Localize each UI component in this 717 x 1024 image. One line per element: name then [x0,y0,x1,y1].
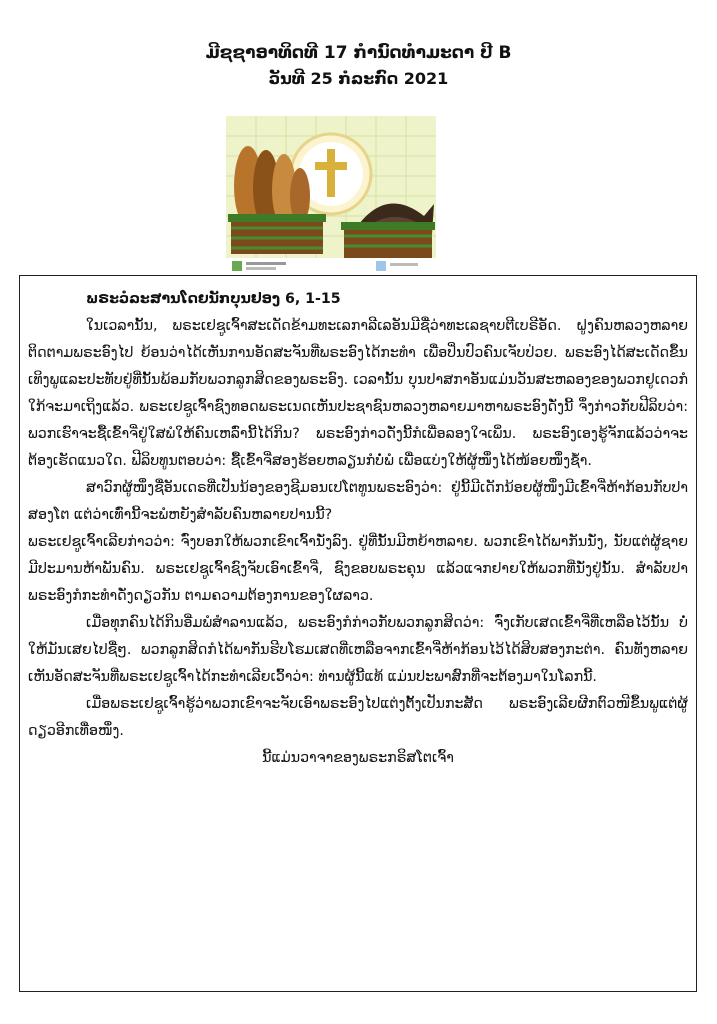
reading-box [19,275,697,992]
reading-paragraph-5: ເມື່ອພຣະເຢຊູເຈົ້າຮູ້ວ່າພວກເຂົາຈະຈັບເອົາພຣະອົງໄປແຕ່ງຕັ້ງເປັນກະສັດ ພຣະອົງເລີຍຜີກຕົວໜີຂຶ້ນພູແຕ່ຜູ້ດຽວອີກເທື່ອໜຶ່ງ. [28,696,688,739]
reading-heading: ພຣະວໍລະສານໂດຍນັກບຸນຢອງ 6, 1-15 [86,291,341,307]
reading-paragraph-3: ພຣະເຢຊູເຈົ້າເລີຍກ່າວວ່າ: ຈົ່ງບອກໃຫ້ພວກເຂົາເຈົ້ານັ່ງລົງ. ຢູ່ທີ່ນັ້ນມີຫຍ້າຫລາຍ. ພວກເຂົາໄດ້ພາກັນນັ່ງ, ນັບແຕ່ຜູ້ຊາຍມີປະມານຫ້າພັນຄົນ. ພຣະເຢຊູເຈົ້າຊົງຈັບເອົາເຂົ້າຈີ່, ຊົງຂອບພຣະຄຸນ ແລ້ວແຈກຢາຍໃຫ້ພວກທີ່ນັ່ງຢູ່ນັ້ນ. ສໍາລັບປາພຣະອົງກໍກະທໍາດັ່ງດຽວກັນ ຕາມຄວາມຕ້ອງການຂອງໃຜລາວ. [28,534,688,604]
reading-paragraph-4: ເມື່ອທຸກຄົນໄດ້ກິນອີ່ມພໍສໍາລານແລ້ວ, ພຣະອົງກໍກ່າວກັບພວກລູກສິດວ່າ: ຈົ່ງເກັບເສດເຂົ້າຈີ່ທີ່ເຫລືອໄວ້ນັ້ນ ບໍ່ໃຫ້ມັນເສຍໄປຊື່ໆ. ພວກລູກສິດກໍໄດ້ພາກັນຮີບໂຮມເສດທີ່ເຫລືອຈາກເຂົ້າຈີ່ຫ້າກ້ອນໄວ້ໄດ້ສິບສອງກະຕ່າ. ຄົນທັງຫລາຍເຫັນອັດສະຈັນທີ່ພຣະເຢຊູເຈົ້າໄດ້ກະທໍາເລີຍເວົ້າວ່າ: ທ່ານຜູ້ນີ້ແທ້ ແມ່ນປະພາສົກທີ່ຈະຕ້ອງມາໃນໂລກນີ້. [28,615,688,685]
cross-bread-fish-baskets-image [226,116,436,274]
page-date: ວັນທີ 25 ກໍລະກົດ 2021 [268,69,449,88]
page-title: ມີຊຊາອາທິດທີ 17 ກໍານົດທໍາມະດາ ປີ B [205,43,512,63]
reading-paragraph-2: ສາວົກຜູ້ໜຶ່ງຊື່ອັນເດຣທີ່ເປັນນ້ອງຂອງຊີມອນເປໂຕທູນພຣະອົງວ່າ: ຢູ່ນີ້ມີເດັກນ້ອຍຜູ້ໜຶ່ງມີເຂົ້າຈີ່ຫ້າກ້ອນກັບປາສອງໂຕ ແຕ່ວ່າເທົ່ານີ້ຈະພໍຫຍັງສໍາລັບຄົນຫລາຍປານນີ້? [28,480,688,523]
reading-paragraph-1: ໃນເວລານັ້ນ, ພຣະເຢຊູເຈົ້າສະເດັດຂ້າມທະເລກາລີເລອັນມີຊື່ວ່າທະເລຊາບຕີເບຣີອັດ. ຝູງຄົນຫລວງຫລາຍຕິດຕາມພຣະອົງໄປ ຍ້ອນວ່າໄດ້ເຫັນການອັດສະຈັນທີ່ພຣະອົງໄດ້ກະທໍາ ເພື່ອປິ່ນປົວຄົນເຈັບປ່ວຍ. ພຣະອົງໄດ້ສະເດັດຂຶ້ນເທິງພູແລະປະທັບຢູ່ທີ່ນັ້ນພ້ອມກັບພວກລູກສິດຂອງພຣະອົງ. ເວລານັ້ນ ບຸນປາສກາອັນແມ່ນວັນສະຫລອງຂອງພວກຢູເດວກໍໃກ້ຈະມາເຖິງແລ້ວ. ພຣະເຢຊູເຈົ້າຊົງທອດພຣະເນດເຫັນປະຊາຊົນຫລວງຫລາຍມາຫາພຣະອົງດັ່ງນີ້ ຈຶ່ງກ່າວກັບຟີລິບວ່າ: ພວກເຮົາຈະຊື້ເຂົ້າຈີ່ຢູ່ໃສພໍໃຫ້ຄົນເຫລົ່ານີ້ໄດ້ກິນ? ພຣະອົງກ່າວດັ່ງນີ້ກໍເພື່ອລອງໃຈເພິ່ນ. ພຣະອົງເອງຮູ້ຈັກແລ້ວວ່າຈະຕ້ອງເຮັດແນວໃດ. ຟີລິບທູນຕອບວ່າ: ຊື້ເຂົ້າຈີ່ສອງຮ້ອຍຫລຽນກໍບໍ່ພໍ ເພື່ອແບ່ງໃຫ້ຜູ້ໜຶ່ງໄດ້ໜ້ອຍໜຶ່ງຊໍ້າ. [28,318,688,469]
reading-closing: ນີ້ແມ່ນວາຈາຂອງພຣະກຣິສໂຕເຈົ້າ [262,750,454,766]
page-header [0,40,717,92]
reading-content [28,286,688,772]
